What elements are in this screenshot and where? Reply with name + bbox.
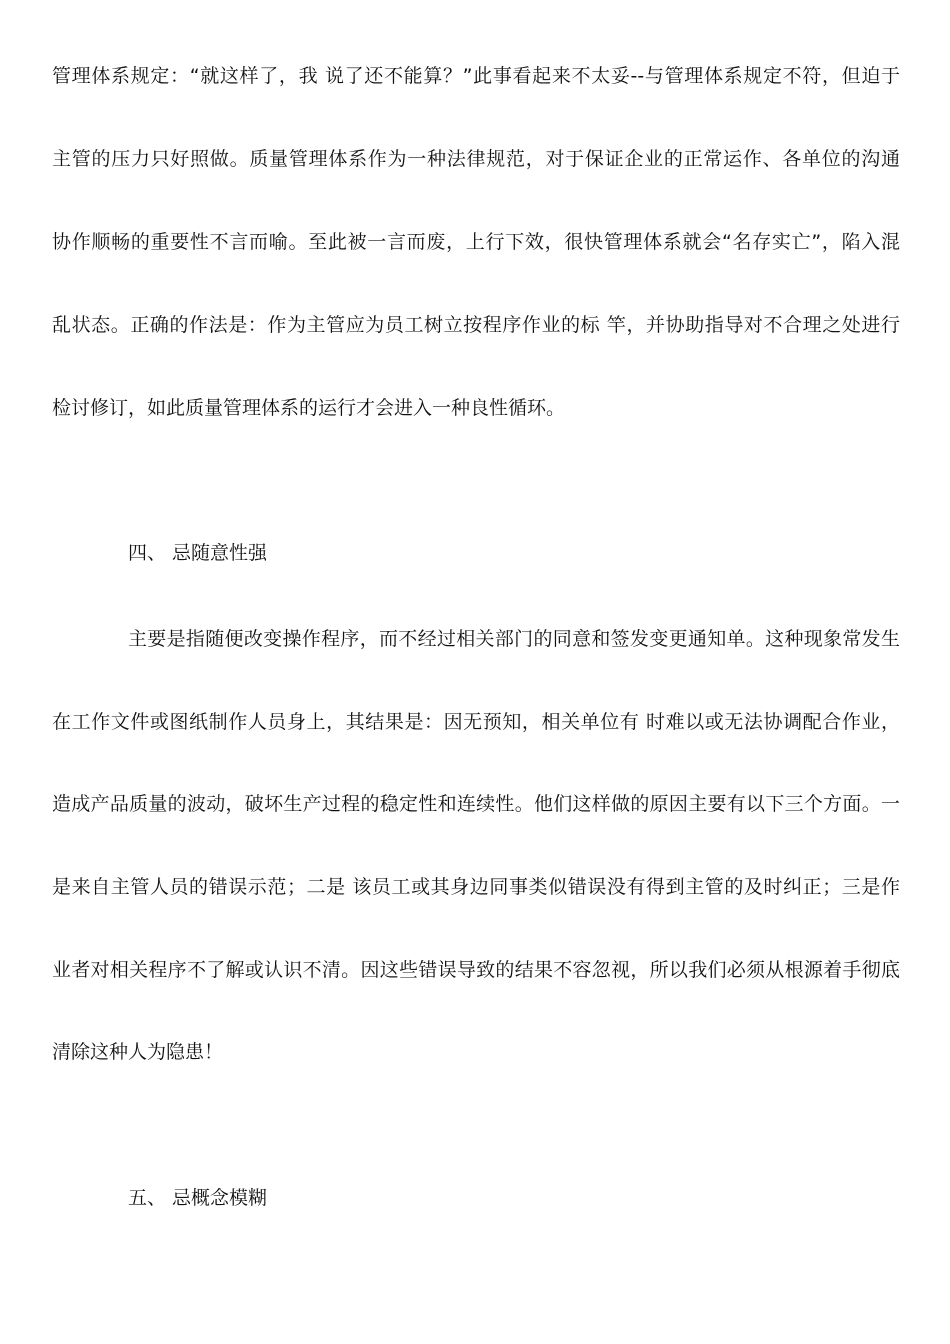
paragraph-line: 业者对相关程序不了解或认识不清。因这些错误导致的结果不容忽视，所以我们必须从根源着手彻底	[52, 959, 900, 981]
paragraph-line: 主管的压力只好照做。质量管理体系作为一种法律规范，对于保证企业的正常运作、各单位的沟通	[52, 148, 900, 170]
paragraph-line: 造成产品质量的波动，破坏生产过程的稳定性和连续性。他们这样做的原因主要有以下三个方面。一	[52, 793, 900, 815]
paragraph-line: 乱状态。正确的作法是：作为主管应为员工树立按程序作业的标 竿，并协助指导对不合理之处进行	[52, 314, 900, 336]
paragraph-line: 协作顺畅的重要性不言而喻。至此被一言而废，上行下效，很快管理体系就会“名存实亡”，陷入混	[52, 231, 900, 253]
section-heading: 五、 忌概念模糊	[128, 1187, 268, 1209]
paragraph-line: 检讨修订，如此质量管理体系的运行才会进入一种良性循环。	[52, 397, 566, 419]
paragraph-line: 是来自主管人员的错误示范；二是 该员工或其身边同事类似错误没有得到主管的及时纠正；三是作	[52, 876, 900, 898]
section-heading: 四、 忌随意性强	[128, 542, 268, 564]
paragraph-line: 清除这种人为隐患！	[52, 1041, 224, 1063]
paragraph-line: 管理体系规定：“就这样了，我 说了还不能算？”此事看起来不太妥--与管理体系规定不符，但迫于	[52, 65, 900, 87]
paragraph-line: 主要是指随便改变操作程序，而不经过相关部门的同意和签发变更通知单。这种现象常发生	[128, 628, 900, 650]
paragraph-line: 在工作文件或图纸制作人员身上，其结果是：因无预知，相关单位有 时难以或无法协调配合作业，	[52, 711, 900, 733]
